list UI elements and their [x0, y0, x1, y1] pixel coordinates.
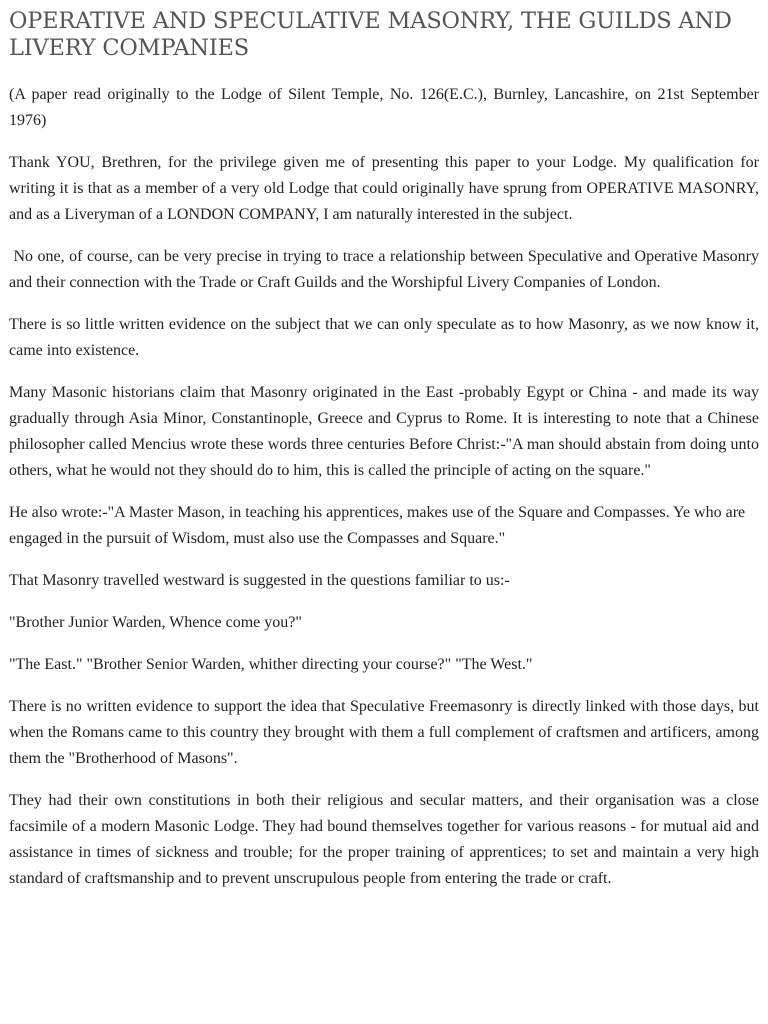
document-page	[9, 8, 763, 908]
paragraph-origins: Many Masonic historians claim that Masonry originated in the East -probably Egypt or China - and made its way gradually through Asia Minor, Constantinople, Greece and Cyprus to Rome. It is interesting to note that a Chinese philosopher called Mencius wrote these words three centuries Before Christ:-"A man should abstain from doing unto others, what he would not they should do to him, this is called the principle of acting on the square."	[9, 384, 759, 479]
quote-junior-warden: "Brother Junior Warden, Whence come you?"	[9, 614, 302, 631]
paragraph-thanks: Thank YOU, Brethren, for the privilege given me of presenting this paper to your Lodge. My qualification for writing it is that as a member of a very old Lodge that could originally have sprung from OPERATIVE MASONRY, and as a Liveryman of a LONDON COMPANY, I am naturally interested in the subject.	[9, 154, 759, 223]
document-title: OPERATIVE AND SPECULATIVE MASONRY, THE GUILDS AND LIVERY COMPANIES	[9, 8, 732, 61]
paragraph-constitutions: They had their own constitutions in both their religious and secular matters, and their organisation was a close facsimile of a modern Masonic Lodge. They had bound themselves together for various reasons - for mutual aid and assistance in times of sickness and trouble; for the proper training of apprentices; to set and maintain a very high standard of craftsmanship and to prevent unscrupulous people from entering the trade or craft.	[9, 792, 759, 887]
paragraph-evidence: There is so little written evidence on the subject that we can only speculate as to how Masonry, as we now know it, came into existence.	[9, 316, 759, 359]
quote-senior-warden: "The East." "Brother Senior Warden, whither directing your course?" "The West."	[9, 656, 533, 673]
paragraph-romans: There is no written evidence to support the idea that Speculative Freemasonry is directly linked with those days, but when the Romans came to this country they brought with them a full complement of craftsmen and artificers, among them the "Brotherhood of Masons".	[9, 698, 759, 767]
paragraph-westward: That Masonry travelled westward is suggested in the questions familiar to us:-	[9, 572, 510, 589]
paragraph-mencius: He also wrote:-"A Master Mason, in teaching his apprentices, makes use of the Square and Compasses. Ye who are engaged in the pursuit of Wisdom, must also use the Compasses and Square."	[9, 504, 746, 547]
paragraph-relationship: No one, of course, can be very precise in trying to trace a relationship between Speculative and Operative Masonry and their connection with the Trade or Craft Guilds and the Worshipful Livery Companies of London.	[9, 248, 763, 291]
intro-note: (A paper read originally to the Lodge of Silent Temple, No. 126(E.C.), Burnley, Lancashire, on 21st September 1976)	[9, 86, 759, 129]
